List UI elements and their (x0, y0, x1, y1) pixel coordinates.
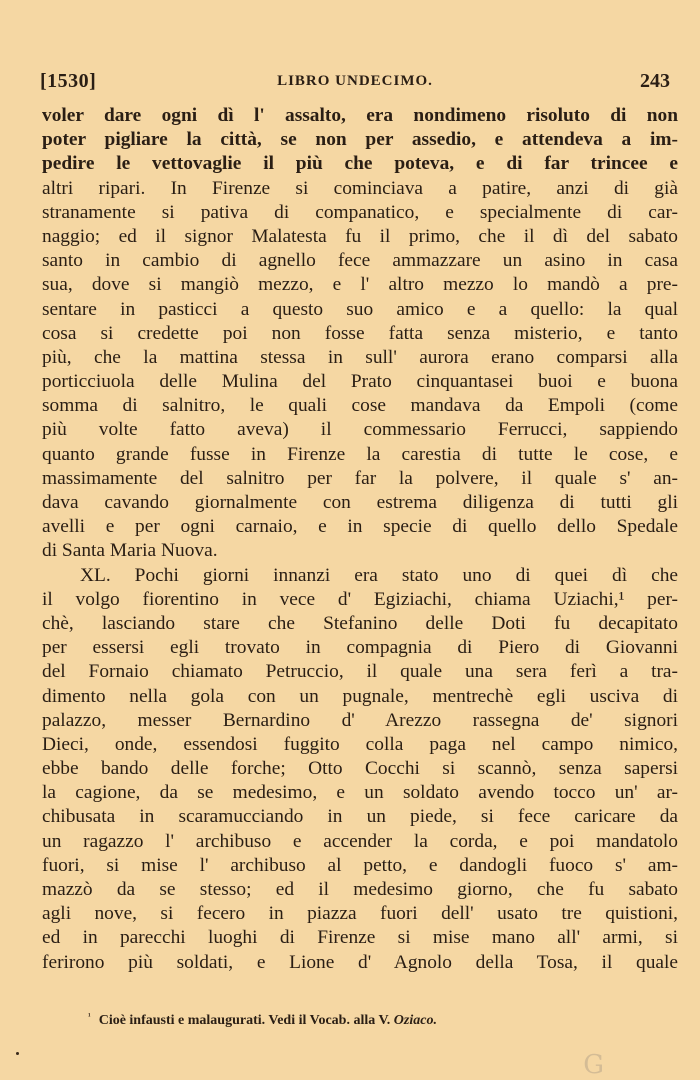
paper-speck (16, 1052, 19, 1055)
text-line: naggio; ed il signor Malatesta fu il primo, che il dì del sabato (42, 225, 678, 247)
text-line: dava cavando giornalmente con estrema diligenza di tutti gli (42, 492, 678, 513)
footnote-text: Cioè infausti e malaugurati. Vedi il Vocab. alla V. (98, 1013, 391, 1028)
text-line: Dieci, onde, essendosi fuggito colla paga nel campo nimico, (42, 733, 678, 755)
footnote-reference: Oziaco. (393, 1013, 437, 1028)
text-line: santo in cambio di agnello fece ammazzare un asino in casa (42, 250, 678, 272)
text-line: voler dare ogni dì l' assalto, era nondimeno risoluto di non (42, 105, 678, 126)
text-line: avelli e per ogni carnaio, e in specie di quello dello Spedale (42, 516, 678, 538)
text-line: sua, dove si mangiò mezzo, e l' altro mezzo lo mandò a pre- (42, 274, 678, 296)
text-line: del Fornaio chiamato Petruccio, il quale una sera ferì a tra- (42, 661, 678, 683)
text-line: somma di salnitro, le quali cose mandava da Empoli (come (42, 395, 678, 417)
scan-watermark: G (583, 1050, 604, 1080)
text-line: più, che la mattina stessa in sull' aurora erano comparsi alla (42, 346, 678, 368)
text-line: chibusata in scaramucciando in un piede, si fece caricare da (42, 806, 678, 828)
text-line: un ragazzo l' archibuso e accender la corda, e poi mandatolo (42, 830, 678, 852)
running-header (40, 70, 670, 94)
text-line: la cagione, da se medesimo, e un soldato avendo tocco un' ar- (42, 782, 678, 804)
text-line: ebbe bando delle forche; Otto Cocchi si scannò, senza sapersi (42, 758, 678, 780)
footnote-mark: ¹ (88, 1011, 91, 1021)
text-line: fuori, si mise l' archibuso al petto, e dandogli fuoco s' am- (42, 854, 678, 876)
header-title: LIBRO UNDECIMO. (277, 73, 433, 89)
text-line: stranamente si pativa di companatico, e specialmente di car- (42, 201, 678, 223)
page-number: 243 (640, 70, 670, 92)
text-line: agli nove, si fecero in piazza fuori dell' usato tre quistioni, (42, 903, 678, 925)
text-line: poter pigliare la città, se non per assedio, e attendeva a im- (42, 129, 678, 151)
text-line: ed in parecchi luoghi di Firenze si mise mano all' armi, si (42, 927, 678, 949)
text-line: più volte fatto aveva) il commessario Ferrucci, sappiendo (42, 419, 678, 441)
footnote (88, 1011, 648, 1029)
text-line: pedire le vettovaglie il più che poteva, e di far trincee e (42, 153, 678, 175)
text-line: XL. Pochi giorni innanzi era stato uno di quei dì che (80, 564, 678, 586)
text-line: quanto grande fusse in Firenze la carestia di tutte le cose, e (42, 443, 678, 465)
text-line: altri ripari. In Firenze si cominciava a patire, anzi di già (42, 177, 678, 199)
text-line: ferirono più soldati, e Lione d' Agnolo della Tosa, il quale (42, 951, 678, 973)
text-line: mazzò da se stesso; ed il medesimo giorno, che fu sabato (42, 879, 678, 900)
text-line: dimento nella gola con un pugnale, mentrechè egli usciva di (42, 685, 678, 707)
text-line: cosa si credette poi non fosse fatta senza misterio, e tanto (42, 322, 678, 344)
text-line: palazzo, messer Bernardino d' Arezzo rassegna de' signori (42, 709, 678, 731)
text-line: per essersi egli trovato in compagnia di Piero di Giovanni (42, 637, 678, 659)
text-line: chè, lasciando stare che Stefanino delle Doti fu decapitato (42, 612, 678, 634)
text-line: sentare in pasticci a questo suo amico e a quello: la qual (42, 298, 678, 320)
body-text (42, 104, 678, 975)
text-line: porticciuola delle Mulina del Prato cinquantasei buoi e buona (42, 371, 678, 393)
text-line: massimamente del salnitro per far la polvere, il quale s' an- (42, 467, 678, 489)
text-line: di Santa Maria Nuova. (42, 540, 218, 562)
text-line: il volgo fiorentino in vece d' Egiziachi, chiama Uziachi,¹ per- (42, 588, 678, 610)
header-year: [1530] (40, 70, 97, 92)
